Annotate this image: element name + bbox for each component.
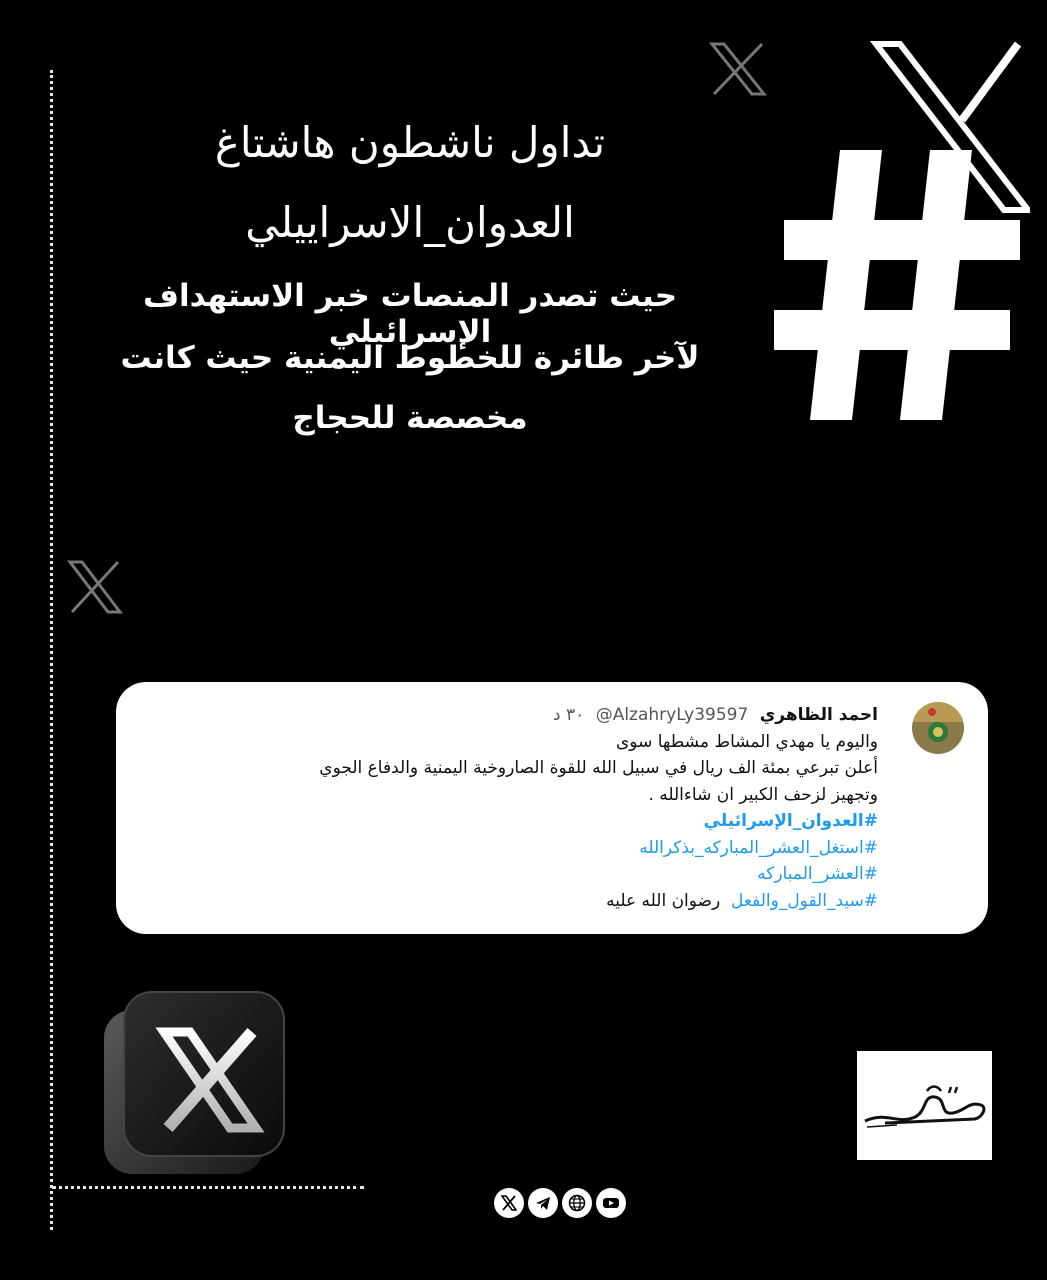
hashtag-link[interactable]: #العدوان_الإسرائيلي (703, 811, 878, 831)
tweet-time: ٣٠ د (553, 705, 585, 725)
hashtag-line (178, 861, 878, 888)
avatar[interactable] (912, 702, 964, 754)
tweet-card[interactable] (116, 682, 988, 934)
hashtag-link[interactable]: #العشر_المباركه (757, 864, 878, 884)
youtube-icon[interactable] (596, 1188, 626, 1218)
hashtag-line (178, 808, 878, 835)
hashtag-link[interactable]: #سيد_القول_والفعل (731, 890, 878, 911)
social-links (494, 1188, 634, 1222)
tweet-header (178, 702, 878, 729)
telegram-icon[interactable] (528, 1188, 558, 1218)
tweet-body (178, 702, 878, 914)
hashtag-line (178, 888, 878, 915)
author-handle[interactable]: @AlzahryLy39597 (595, 705, 749, 725)
x-logo-outline-icon (708, 40, 768, 98)
headline-line-5: مخصصة للحجاج (292, 400, 528, 436)
x-icon[interactable] (494, 1188, 524, 1218)
tweet-text-line: وتجهيز لزحف الكبير ان شاءالله . (648, 784, 878, 805)
brand-logo (857, 1051, 992, 1160)
x-app-icon (100, 988, 290, 1178)
tweet-trailing-text: رضوان الله عليه (606, 890, 721, 911)
dotted-divider-vertical (50, 70, 53, 1230)
headline-line-1: تداول ناشطون هاشتاغ (214, 118, 606, 167)
globe-icon[interactable] (562, 1188, 592, 1218)
tweet-text-line: واليوم يا مهدي المشاط مشطها سوى (615, 731, 878, 752)
hashtag-line (178, 835, 878, 862)
dotted-divider-horizontal (52, 1186, 364, 1189)
headline-line-2: العدوان_الاسراييلي (245, 198, 575, 247)
headline-line-4: لآخر طائرة للخطوط اليمنية حيث كانت (120, 340, 700, 376)
hashtag-icon (770, 150, 1030, 420)
author-name[interactable]: احمد الظاهري (759, 705, 878, 725)
hashtag-link[interactable]: #استغل_العشر_المباركه_بذكرالله (639, 837, 878, 858)
tweet-text-line: أعلن تبرعي بمئة الف ريال في سبيل الله للقوة الصاروخية اليمنية والدفاع الجوي (319, 758, 878, 778)
headline-line-3: حيث تصدر المنصات خبر الاستهداف الإسرائيلي (142, 278, 678, 350)
x-logo-outline-icon (66, 558, 124, 616)
